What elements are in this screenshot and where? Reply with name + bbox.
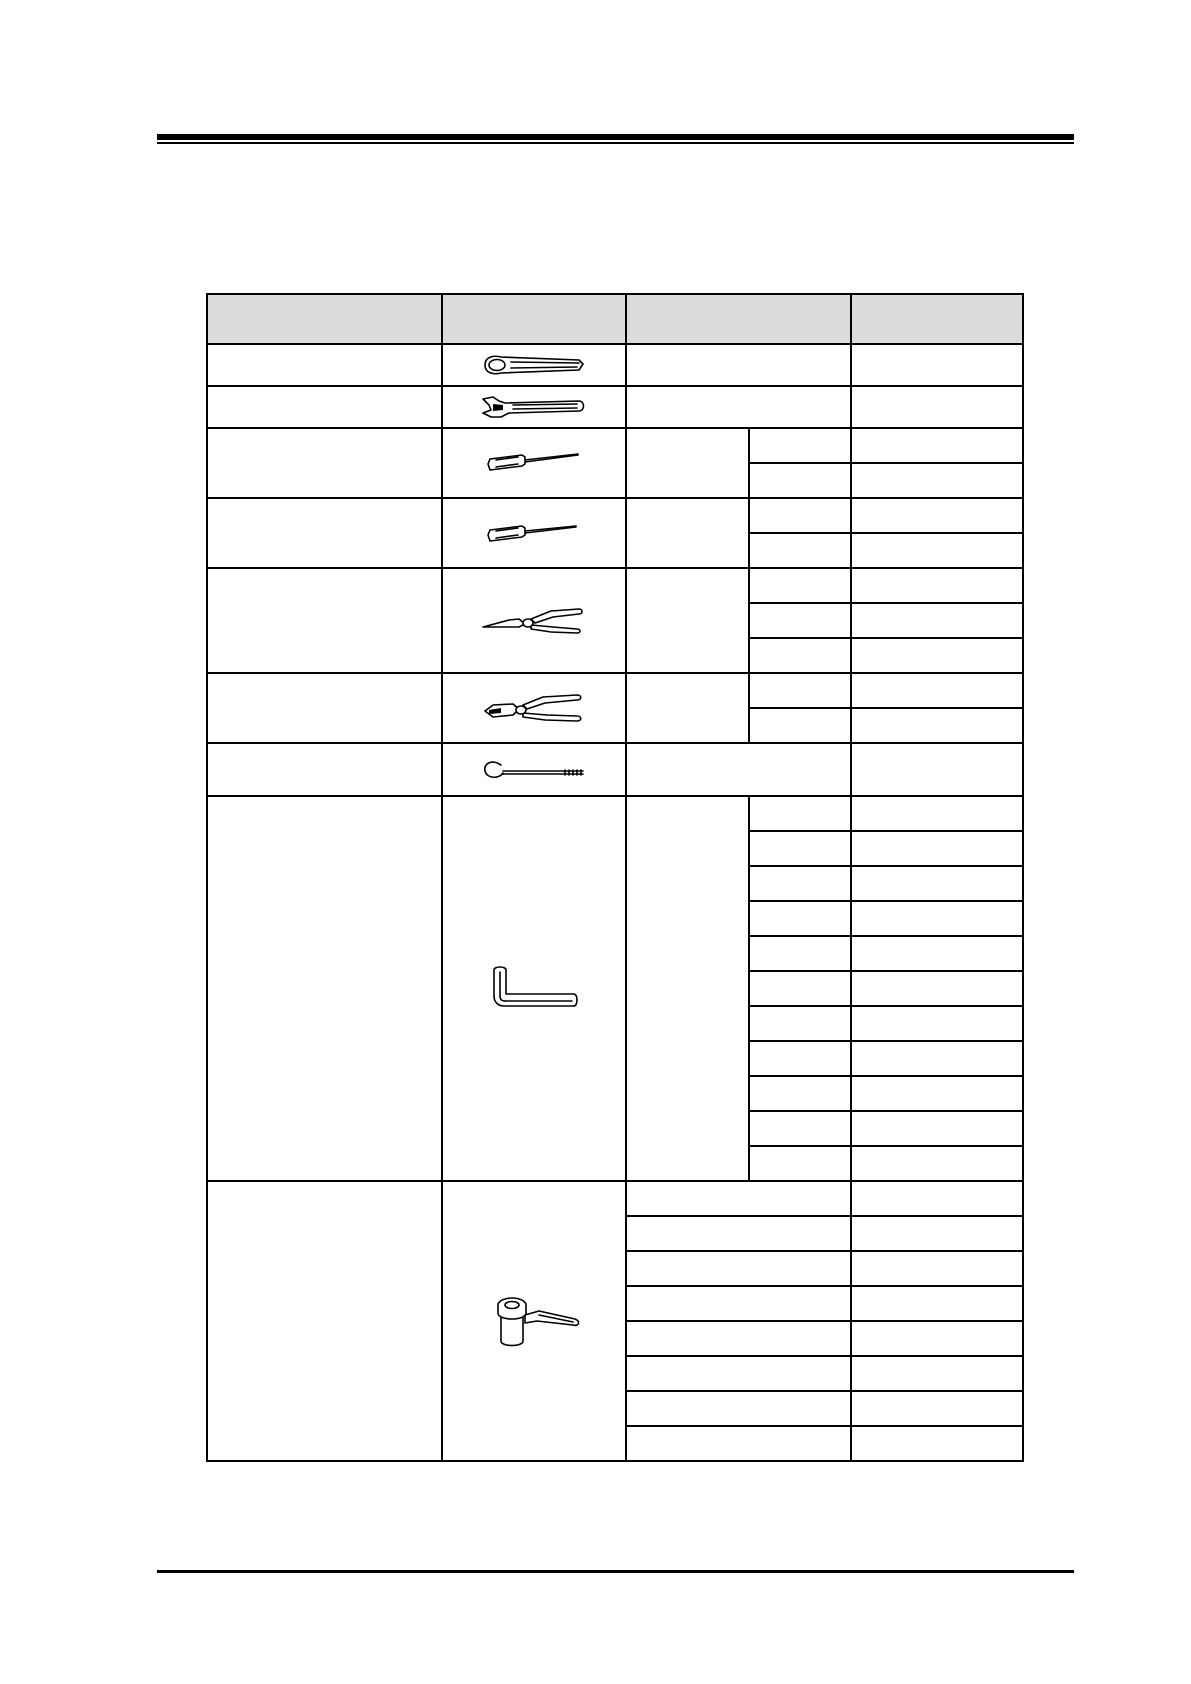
table-row bbox=[207, 796, 1023, 831]
qty-cell bbox=[851, 1321, 1023, 1356]
qty-cell bbox=[851, 1426, 1023, 1461]
qty-cell bbox=[851, 1286, 1023, 1321]
qty-cell bbox=[851, 638, 1023, 673]
header-rule-thin bbox=[157, 142, 1074, 144]
header-cell-qty bbox=[851, 294, 1023, 344]
socket-wrench-icon bbox=[479, 1291, 589, 1351]
tool-name-cell bbox=[207, 568, 442, 673]
spec-group-cell bbox=[626, 498, 749, 568]
spec-size-cell bbox=[749, 568, 851, 603]
spec-size-cell bbox=[749, 936, 851, 971]
spec-cell bbox=[626, 1391, 851, 1426]
qty-cell bbox=[851, 568, 1023, 603]
header-cell-figure bbox=[442, 294, 626, 344]
tool-name-cell bbox=[207, 673, 442, 743]
tool-name-cell bbox=[207, 498, 442, 568]
tool-name-cell bbox=[207, 428, 442, 498]
tool-figure-cell bbox=[442, 568, 626, 673]
tools-table bbox=[206, 293, 1024, 1462]
screwdriver-icon bbox=[484, 450, 584, 476]
spec-size-cell bbox=[749, 831, 851, 866]
qty-cell bbox=[851, 1041, 1023, 1076]
qty-cell bbox=[851, 708, 1023, 743]
spec-size-cell bbox=[749, 463, 851, 498]
spec-size-cell bbox=[749, 1111, 851, 1146]
tool-name-cell bbox=[207, 386, 442, 428]
spec-size-cell bbox=[749, 428, 851, 463]
qty-cell bbox=[851, 866, 1023, 901]
spec-size-cell bbox=[749, 498, 851, 533]
qty-cell bbox=[851, 743, 1023, 796]
qty-cell bbox=[851, 831, 1023, 866]
spec-cell bbox=[626, 1181, 851, 1216]
spec-group-cell bbox=[626, 568, 749, 673]
qty-cell bbox=[851, 428, 1023, 463]
screwdriver-icon bbox=[484, 520, 584, 546]
box-wrench-icon bbox=[479, 352, 589, 378]
qty-cell bbox=[851, 1391, 1023, 1426]
qty-cell bbox=[851, 1216, 1023, 1251]
qty-cell bbox=[851, 1006, 1023, 1041]
combination-pliers-icon bbox=[479, 691, 589, 725]
header-rule-thick bbox=[157, 134, 1074, 140]
spec-group-cell bbox=[626, 796, 749, 1181]
tool-figure-cell bbox=[442, 796, 626, 1181]
qty-cell bbox=[851, 796, 1023, 831]
tool-figure-cell bbox=[442, 344, 626, 386]
spec-cell bbox=[626, 1286, 851, 1321]
hook-rod-icon bbox=[479, 757, 589, 783]
spec-cell bbox=[626, 1426, 851, 1461]
qty-cell bbox=[851, 1181, 1023, 1216]
table-row bbox=[207, 1181, 1023, 1216]
qty-cell bbox=[851, 603, 1023, 638]
spec-group-cell bbox=[626, 673, 749, 743]
qty-cell bbox=[851, 1356, 1023, 1391]
spec-size-cell bbox=[749, 901, 851, 936]
spec-cell bbox=[626, 386, 851, 428]
spec-size-cell bbox=[749, 1146, 851, 1181]
spec-size-cell bbox=[749, 673, 851, 708]
qty-cell bbox=[851, 386, 1023, 428]
spec-size-cell bbox=[749, 1041, 851, 1076]
spec-cell bbox=[626, 1356, 851, 1391]
spec-size-cell bbox=[749, 796, 851, 831]
tool-name-cell bbox=[207, 796, 442, 1181]
hex-key-icon bbox=[484, 964, 584, 1014]
tool-name-cell bbox=[207, 344, 442, 386]
spec-size-cell bbox=[749, 603, 851, 638]
spec-size-cell bbox=[749, 971, 851, 1006]
spec-size-cell bbox=[749, 708, 851, 743]
spec-cell bbox=[626, 743, 851, 796]
qty-cell bbox=[851, 1251, 1023, 1286]
qty-cell bbox=[851, 463, 1023, 498]
qty-cell bbox=[851, 1146, 1023, 1181]
spec-size-cell bbox=[749, 1076, 851, 1111]
qty-cell bbox=[851, 498, 1023, 533]
table-row bbox=[207, 743, 1023, 796]
tool-name-cell bbox=[207, 743, 442, 796]
spec-size-cell bbox=[749, 1006, 851, 1041]
spec-group-cell bbox=[626, 428, 749, 498]
footer-rule bbox=[157, 1570, 1074, 1573]
table-row bbox=[207, 568, 1023, 603]
spec-size-cell bbox=[749, 866, 851, 901]
qty-cell bbox=[851, 673, 1023, 708]
header-cell-tool bbox=[207, 294, 442, 344]
needle-nose-pliers-icon bbox=[479, 605, 589, 637]
table-row bbox=[207, 428, 1023, 463]
tool-figure-cell bbox=[442, 428, 626, 498]
adjustable-wrench-icon bbox=[479, 393, 589, 421]
qty-cell bbox=[851, 901, 1023, 936]
table-row bbox=[207, 498, 1023, 533]
tool-figure-cell bbox=[442, 743, 626, 796]
spec-cell bbox=[626, 1251, 851, 1286]
spec-cell bbox=[626, 344, 851, 386]
qty-cell bbox=[851, 936, 1023, 971]
table-header-row bbox=[207, 294, 1023, 344]
qty-cell bbox=[851, 344, 1023, 386]
qty-cell bbox=[851, 971, 1023, 1006]
tool-figure-cell bbox=[442, 498, 626, 568]
spec-size-cell bbox=[749, 533, 851, 568]
table-row bbox=[207, 386, 1023, 428]
tool-figure-cell bbox=[442, 1181, 626, 1461]
qty-cell bbox=[851, 1076, 1023, 1111]
spec-size-cell bbox=[749, 638, 851, 673]
header-cell-spec bbox=[626, 294, 851, 344]
spec-cell bbox=[626, 1216, 851, 1251]
tool-name-cell bbox=[207, 1181, 442, 1461]
tool-figure-cell bbox=[442, 673, 626, 743]
table-row bbox=[207, 344, 1023, 386]
qty-cell bbox=[851, 533, 1023, 568]
table-row bbox=[207, 673, 1023, 708]
spec-cell bbox=[626, 1321, 851, 1356]
qty-cell bbox=[851, 1111, 1023, 1146]
tool-figure-cell bbox=[442, 386, 626, 428]
